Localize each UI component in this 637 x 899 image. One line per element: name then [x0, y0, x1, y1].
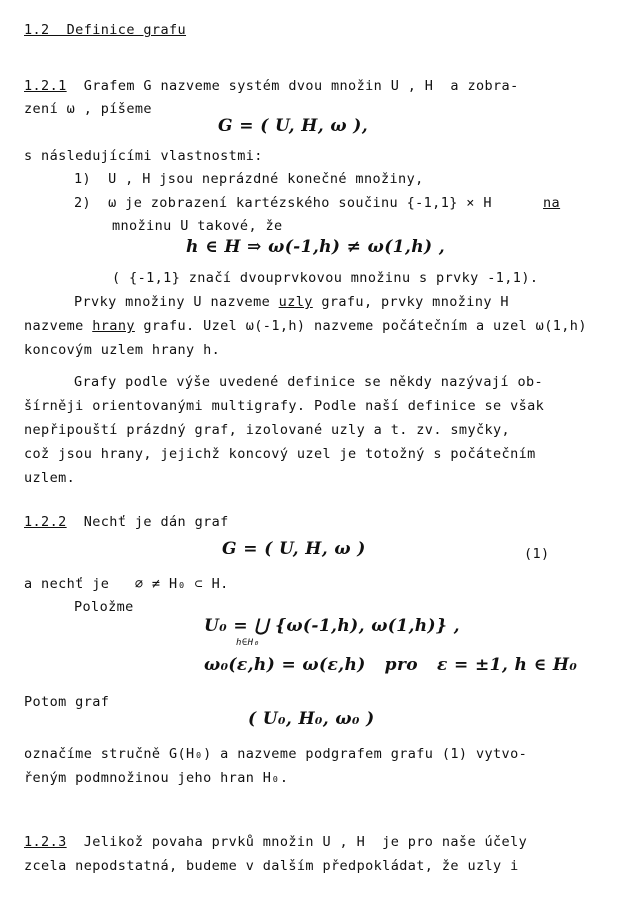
- formula-subgraph: ( U₀, H₀, ω₀ ): [248, 709, 375, 729]
- paragraph-1-2-1-line-2: zení ω , píšeme: [24, 101, 152, 117]
- paragraph-2-line-3: nepřipouští prázdný graf, izolované uzly a t. zv. smyčky,: [24, 422, 511, 438]
- list-item-2-note: ( {-1,1} značí dvouprvkovou množinu s prvky -1,1).: [112, 270, 539, 286]
- paragraph-1-2-1-line-5: nazveme hrany grafu. Uzel ω(-1,h) nazveme počátečním a uzel ω(1,h): [24, 318, 587, 334]
- paragraph-1-2-1-line-4: Prvky množiny U nazveme uzly grafu, prvky množiny H: [74, 294, 509, 310]
- section-number-1-2-3: 1.2.3: [24, 834, 67, 850]
- paragraph-1-2-2-line-4: Potom graf: [24, 694, 110, 710]
- list-item-2: 2) ω je zobrazení kartézského součinu {-1,1} × H na: [74, 195, 561, 211]
- formula-given-graph: G = ( U, H, ω ): [222, 539, 366, 559]
- formula-graph-definition: G = ( U, H, ω ),: [218, 116, 369, 136]
- paragraph-2-line-5: uzlem.: [24, 470, 76, 486]
- formula-vertex-set: U₀ = ⋃ {ω(-1,h), ω(1,h)} ,: [204, 616, 460, 636]
- section-heading: 1.2 Definice grafu: [24, 22, 187, 38]
- section-number-1-2-2: 1.2.2: [24, 514, 67, 530]
- paragraph-2-line-2: šírněji orientovanými multigrafy. Podle naší definice se však: [24, 398, 545, 414]
- list-item-2-line-2: množinu U takové, že: [112, 218, 283, 234]
- formula-union-subscript: h∈H₀: [236, 638, 260, 648]
- paragraph-1-2-1-line-3: s následujícími vlastnostmi:: [24, 148, 263, 164]
- formula-mapping-condition: h ∈ H ⇒ ω(-1,h) ≠ ω(1,h) ,: [186, 237, 446, 257]
- paragraph-1-2-2-line-1: 1.2.2 Nechť je dán graf: [24, 514, 229, 530]
- paragraph-1-2-1-line-1: 1.2.1 Grafem G nazveme systém dvou množin U , H a zobra-: [24, 78, 519, 94]
- section-number-1-2-1: 1.2.1: [24, 78, 67, 94]
- paragraph-1-2-1-line-6: koncovým uzlem hrany h.: [24, 342, 221, 358]
- paragraph-1-2-3-line-1: 1.2.3 Jelikož povaha prvků množin U , H je pro naše účely: [24, 834, 528, 850]
- list-item-1: 1) U , H jsou neprázdné konečné množiny,: [74, 171, 424, 187]
- equation-number: (1): [524, 546, 550, 562]
- paragraph-2-line-1: Grafy podle výše uvedené definice se někdy nazývají ob-: [74, 374, 544, 390]
- paragraph-1-2-2-line-2: a nechť je ∅ ≠ H₀ ⊂ H.: [24, 576, 229, 592]
- formula-restricted-mapping: ω₀(ε,h) = ω(ε,h) pro ε = ±1, h ∈ H₀: [204, 655, 578, 675]
- paragraph-2-line-4: což jsou hrany, jejichž koncový uzel je totožný s počátečním: [24, 446, 536, 462]
- paragraph-1-2-3-line-2: zcela nepodstatná, budeme v dalším předpokládat, že uzly i: [24, 858, 519, 874]
- paragraph-1-2-2-line-5: označíme stručně G(H₀) a nazveme podgrafem grafu (1) vytvo-: [24, 746, 528, 762]
- paragraph-1-2-2-line-6: řeným podmnožinou jeho hran H₀.: [24, 770, 289, 786]
- paragraph-1-2-2-line-3: Položme: [74, 599, 134, 615]
